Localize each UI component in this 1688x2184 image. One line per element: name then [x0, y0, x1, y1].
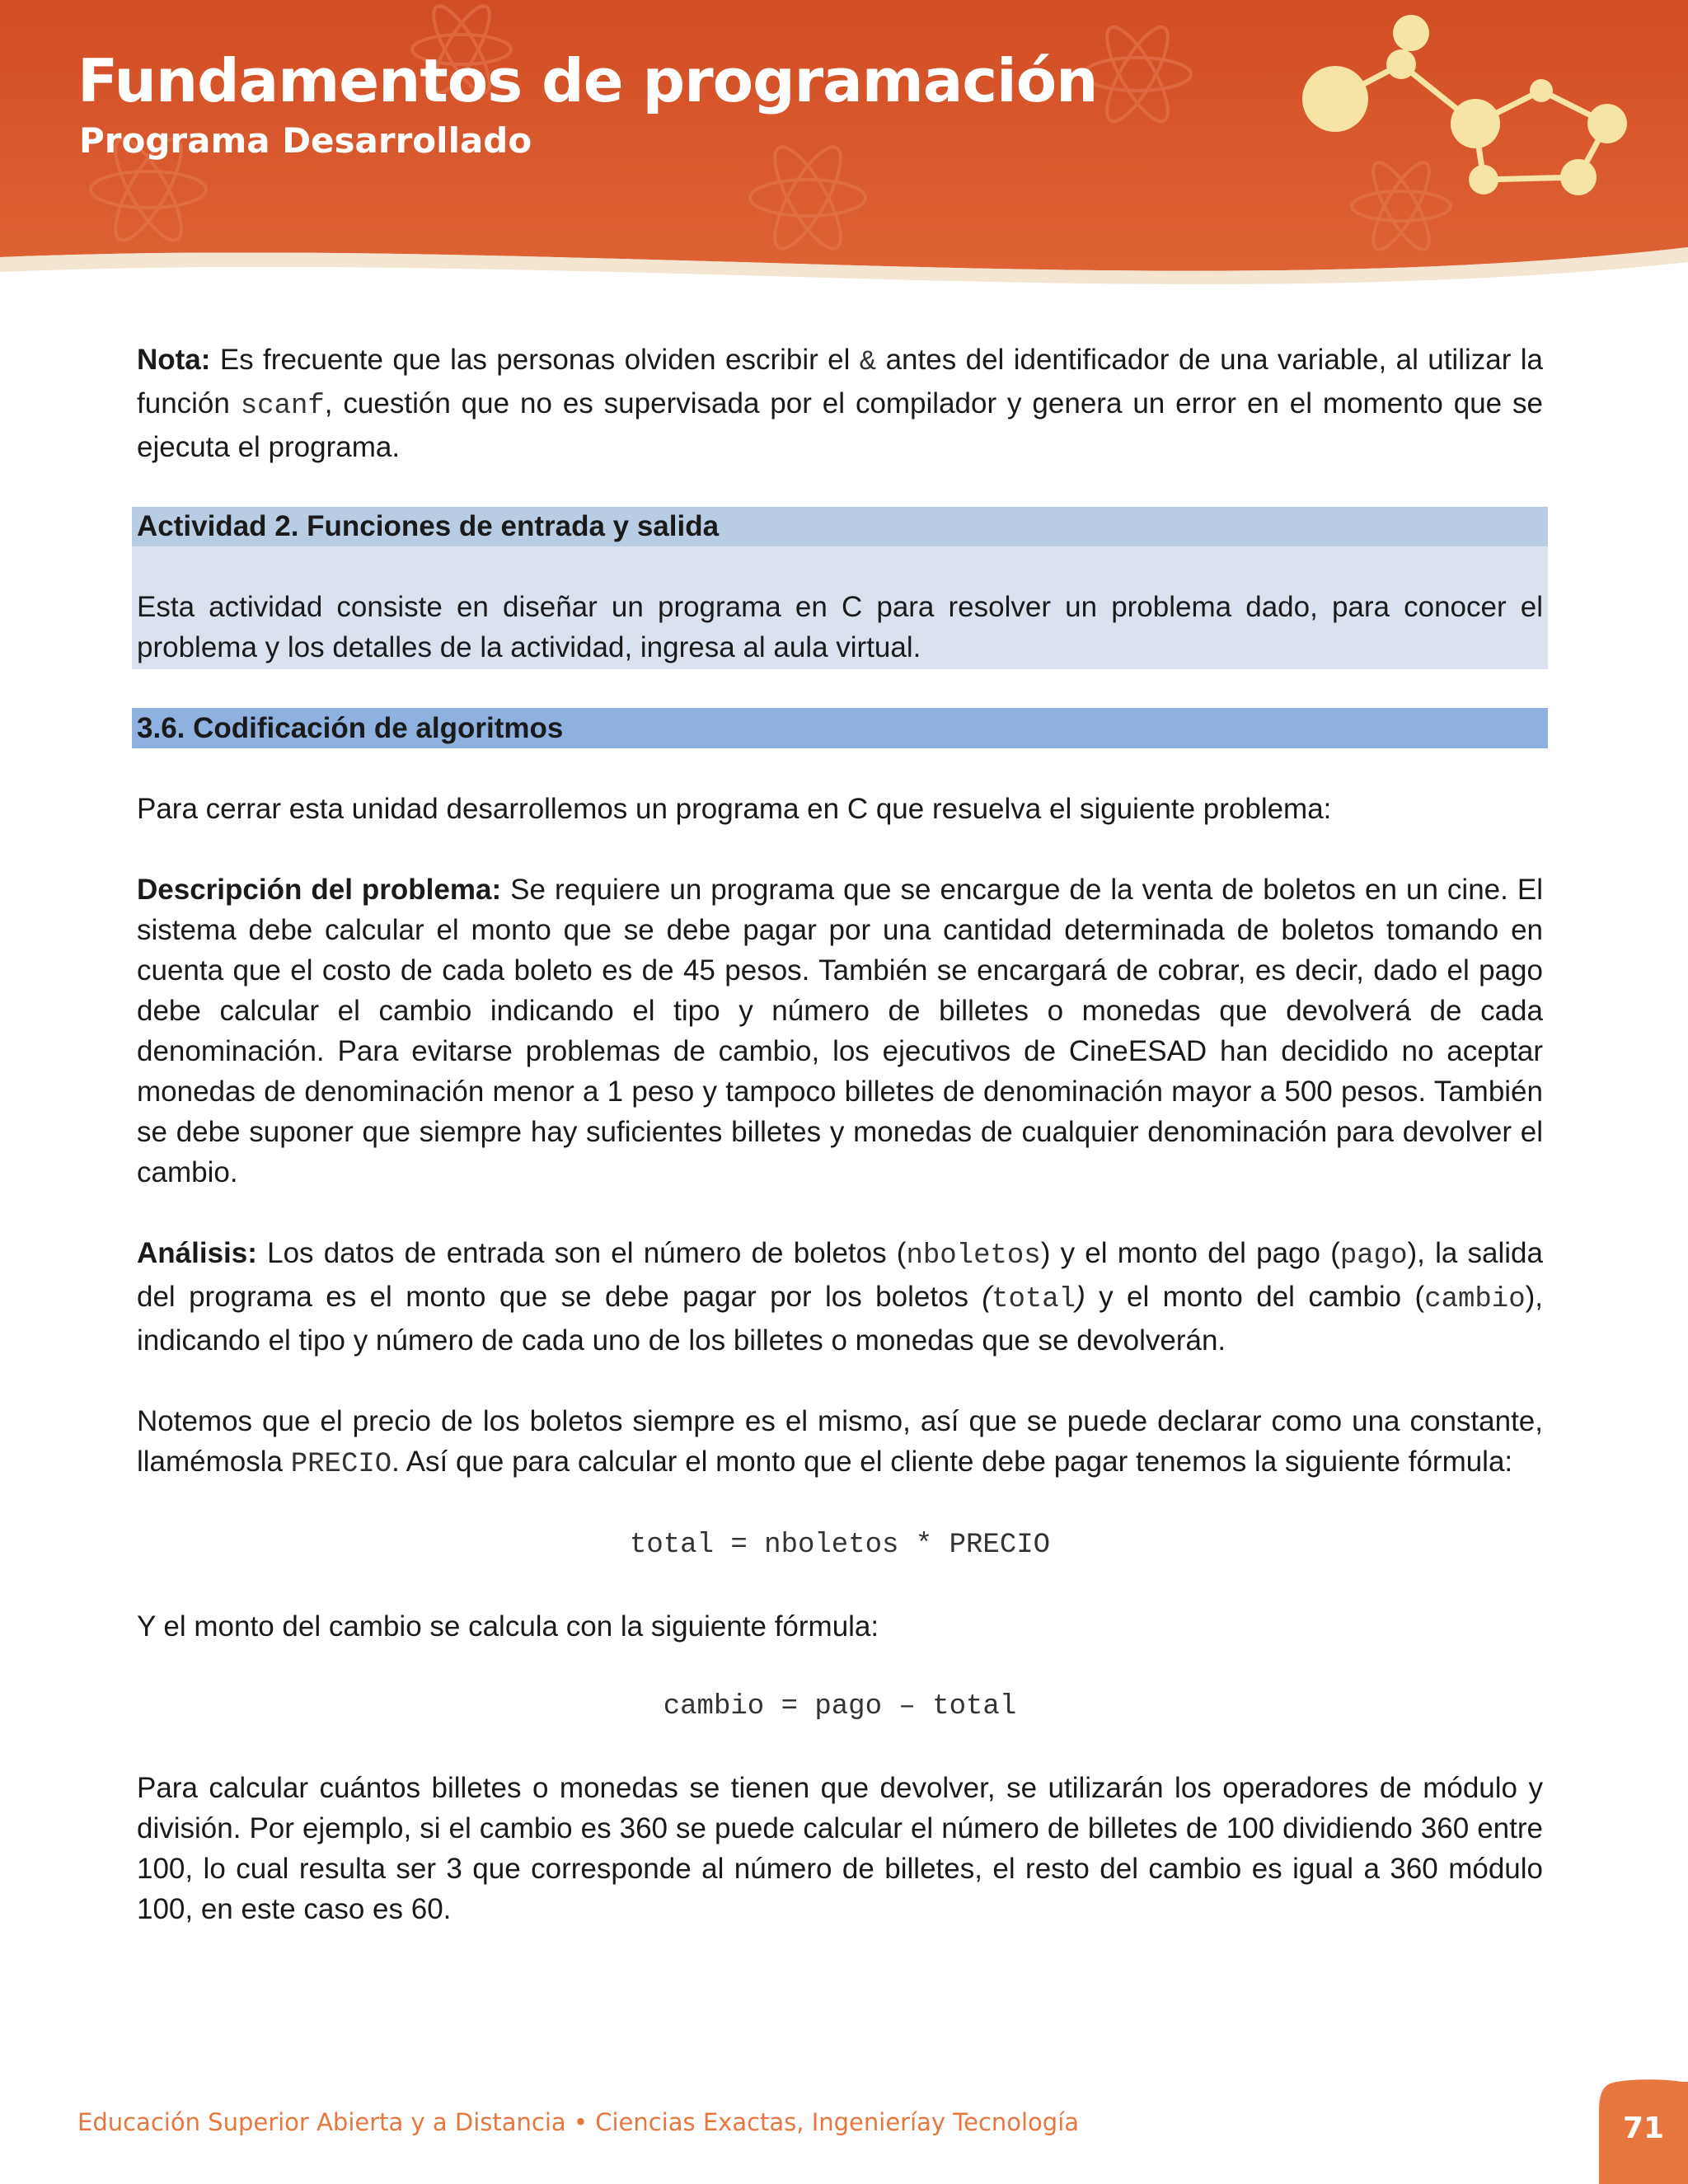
- nota-text-2: antes del identificador de una variable, al utilizar la función: [137, 344, 1544, 419]
- analysis-label: Análisis:: [137, 1237, 257, 1269]
- description-text: Se requiere un programa que se encargue de la venta de boletos en un cine. El sistema debe calcular el monto que se debe pagar por una cantidad determinada de boletos tomando en cuenta que el costo de cada boleto es de 45 pesos. También se encargará de cobrar, es decir, dado el pago debe calcular el cambio indicando el tipo y número de billetes o monedas que devolverá de cada denominación. Para evitarse problemas de cambio, los ejecutivos de CineESAD han decidido no aceptar monedas de denominación menor a 1 peso y tampoco billetes de denominación mayor a 500 pesos. También se debe suponer que siempre hay suficientes billetes y monedas de cualquier denominación para devolver el cambio.: [137, 874, 1543, 1188]
- cambio-intro: Y el monto del cambio se calcula con la siguiente fórmula:: [137, 1610, 879, 1643]
- precio-text-2: . Así que para calcular el monto que el cliente debe pagar tenemos la siguiente fórmula:: [392, 1446, 1513, 1478]
- header-banner: [0, 0, 1688, 297]
- nota-label: Nota:: [137, 344, 211, 376]
- page-number: 71: [1622, 2111, 1665, 2145]
- document-body: [137, 340, 1543, 1929]
- activity-box: [132, 507, 1548, 669]
- code-precio: PRECIO: [290, 1449, 392, 1480]
- precio-text-1: Notemos que el precio de los boletos siempre es el mismo, así que se puede declarar como una constante, llamémosla: [137, 1405, 1543, 1478]
- analysis-text-5: ), indicando el tipo y número de cada uno de los billetes o monedas que se devolverán.: [137, 1281, 1543, 1357]
- code-nboletos: nboletos: [906, 1240, 1041, 1272]
- problem-description: [137, 869, 1543, 1193]
- description-label: Descripción del problema:: [137, 874, 502, 906]
- section-heading: 3.6. Codificación de algoritmos: [132, 708, 1548, 748]
- nota-text-3: , cuestión que no es supervisada por el compilador y genera un error en el momento que se ejecuta el programa.: [137, 387, 1543, 463]
- page-title: Fundamentos de programación: [77, 46, 1098, 115]
- footer-text: Educación Superior Abierta y a Distancia • Ciencias Exactas, Ingenieríay Tecnología: [77, 2108, 1080, 2136]
- analysis-text-1: Los datos de entrada son el número de boletos (: [256, 1237, 907, 1269]
- analysis-paragraph: [137, 1233, 1543, 1361]
- nota-code-ampersand: &: [859, 347, 877, 378]
- analysis-text-4: y el monto del cambio (: [1085, 1281, 1425, 1313]
- code-pago: pago: [1339, 1240, 1408, 1272]
- analysis-text-2: ) y el monto del pago (: [1040, 1237, 1340, 1269]
- activity-heading: Actividad 2. Funciones de entrada y salida: [132, 507, 1548, 546]
- activity-body: [132, 546, 1548, 669]
- nota-text-1: Es frecuente que las personas olviden escribir el: [210, 344, 860, 376]
- nota-paragraph: [137, 340, 1543, 467]
- analysis-text-3: ), la salida del programa es el monto que se debe pagar por los boletos: [137, 1237, 1543, 1313]
- paren-open: (: [982, 1281, 992, 1313]
- precio-paragraph: [137, 1401, 1543, 1485]
- code-cambio: cambio: [1424, 1284, 1526, 1315]
- paren-close: ): [1076, 1281, 1085, 1313]
- page-subtitle: Programa Desarrollado: [79, 120, 532, 161]
- code-total: total: [992, 1284, 1076, 1315]
- final-paragraph: Para calcular cuántos billetes o monedas se tienen que devolver, se utilizarán los operadores de módulo y división. Por ejemplo, si el cambio es 360 se puede calcular el número de billetes de 100 dividiendo 360 entre 100, lo cual resulta ser 3 que corresponde al número de billetes, el resto del cambio es igual a 360 módulo 100, en este caso es 60.: [137, 1772, 1543, 1925]
- formula-total: total = nboletos * PRECIO: [629, 1530, 1051, 1561]
- activity-text: Esta actividad consiste en diseñar un programa en C para resolver un problema dado, para conocer el problema y los detalles de la actividad, ingresa al aula virtual.: [137, 591, 1543, 663]
- section-intro: Para cerrar esta unidad desarrollemos un programa en C que resuelva el siguiente problema:: [137, 793, 1332, 825]
- formula-cambio: cambio = pago – total: [663, 1691, 1017, 1722]
- nota-code-scanf: scanf: [240, 391, 325, 422]
